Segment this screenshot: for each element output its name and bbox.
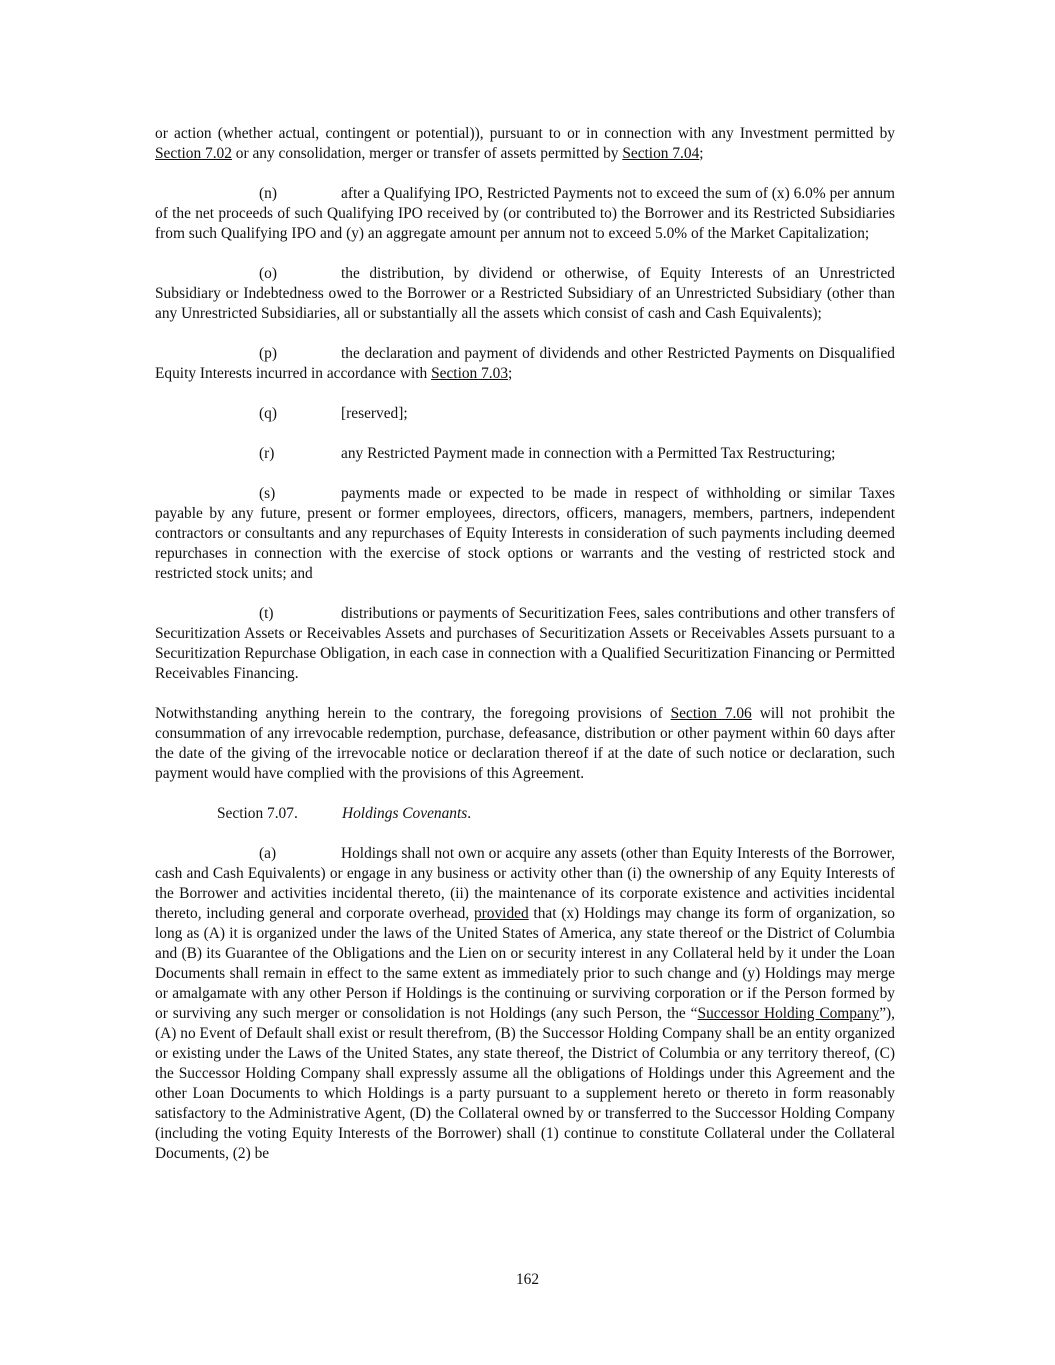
clause-n: (n) after a Qualifying IPO, Restricted Payments not to exceed the sum of (x) 6.0% per annum of the net proceeds of such Qualifying IPO received by (or contributed to) the Borrower and its Restricted Subsidiaries from such Qualifying IPO and (y) an aggregate amount per annum not to exceed 5.0% of the Market Capitalization;	[155, 185, 895, 242]
clause-label: (n)	[259, 185, 277, 202]
clause-p: (p) the declaration and payment of dividends and other Restricted Payments on Disqualified Equity Interests incurred in accordance with Section 7.03;	[155, 345, 895, 382]
provided-term: provided	[473, 905, 529, 922]
clause-s: (s) payments made or expected to be made in respect of withholding or similar Taxes payable by any future, present or former employees, directors, officers, managers, members, partners, independent contractors or consultants and any repurchases of Equity Interests in consideration of such payments including deemed repurchases in connection with the exercise of stock options or warrants and the vesting of restricted stock and restricted stock units; and	[155, 485, 895, 582]
section-7-06-reference: Section 7.06	[670, 705, 752, 722]
continuation-paragraph: or action (whether actual, contingent or potential)), pursuant to or in connection with any Investment permitted by Section 7.02 or any consolidation, merger or transfer of assets permitted by Section 7.04;	[155, 125, 895, 162]
clause-label: (a)	[259, 845, 277, 862]
notwithstanding-paragraph: Notwithstanding anything herein to the contrary, the foregoing provisions of Section 7.06 will not prohibit the consummation of any irrevocable redemption, purchase, defeasance, distribution or other payment within 60 days after the date of the giving of the irrevocable notice or declaration thereof if at the date of such notice or declaration, such payment would have complied with the provisions of this Agreement.	[155, 705, 895, 782]
clause-o: (o) the distribution, by dividend or otherwise, of Equity Interests of an Unrestricted Subsidiary or Indebtedness owed to the Borrower or a Restricted Subsidiary of an Unrestricted Subsidiary (other than any Unrestricted Subsidiaries, all or substantially all the assets which consist of cash and Cash Equivalents);	[155, 265, 895, 322]
section-heading: Section 7.07. Holdings Covenants.	[217, 805, 472, 822]
clause-t: (t) distributions or payments of Securitization Fees, sales contributions and other transfers of Securitization Assets or Receivables Assets and purchases of Securitization Assets or Receivables Assets pursuant to a Securitization Repurchase Obligation, in each case in connection with a Qualified Securitization Financing or Permitted Receivables Financing.	[155, 605, 895, 682]
clause-label: (t)	[259, 605, 274, 622]
section-7-04-reference: Section 7.04	[622, 145, 700, 162]
defined-term-successor-holding-company: Successor Holding Company	[697, 1005, 880, 1022]
page-number: 162	[515, 1271, 540, 1288]
clause-label: (o)	[259, 265, 277, 282]
document-page	[155, 124, 895, 1184]
clause-label: (p)	[259, 345, 277, 362]
clause-label: (q)	[259, 405, 277, 422]
section-7-02-reference: Section 7.02	[155, 145, 232, 162]
clause-r: (r) any Restricted Payment made in connection with a Permitted Tax Restructuring;	[259, 445, 836, 462]
clause-label: (s)	[259, 485, 276, 502]
clause-q: (q) [reserved];	[259, 405, 408, 422]
section-title: Holdings Covenants	[342, 805, 468, 822]
section-7-03-reference: Section 7.03	[431, 365, 509, 382]
section-number: Section 7.07.	[217, 805, 298, 822]
clause-label: (r)	[259, 445, 275, 462]
clause-a: (a) Holdings shall not own or acquire any assets (other than Equity Interests of the Borrower, cash and Cash Equivalents) or engage in any business or activity other than (i) the ownership of any Equity Interests of the Borrower and activities incidental thereto, (ii) the maintenance of its corporate existence and activities incidental thereto, including general and corporate overhead, provided that (x) Holdings may change its form of organization, so long as (A) it is organized under the laws of the United States of America, any state thereof or the District of Columbia and (B) its Guarantee of the Obligations and the Lien on or security interest in any Collateral held by it under the Loan Documents shall remain in effect to the same extent as immediately prior to such change and (y) Holdings may merge or amalgamate with any other Person if Holdings is the continuing or surviving corporation or if the Person formed by or surviving any such merger or consolidation is not Holdings (any such Person, the “Successor Holding Company”), (A) no Event of Default shall exist or result therefrom, (B) the Successor Holding Company shall be an entity organized or existing under the Laws of the United States, any state thereof, the District of Columbia or any territory thereof, (C) the Successor Holding Company shall expressly assume all the obligations of Holdings under this Agreement and the other Loan Documents to which Holdings is a party pursuant to a supplement hereto or thereto in form reasonably satisfactory to the Administrative Agent, (D) the Collateral owned by or transferred to the Successor Holding Company (including the voting Equity Interests of the Borrower) shall (1) continue to constitute Collateral under the Collateral Documents, (2) be	[155, 845, 895, 1162]
